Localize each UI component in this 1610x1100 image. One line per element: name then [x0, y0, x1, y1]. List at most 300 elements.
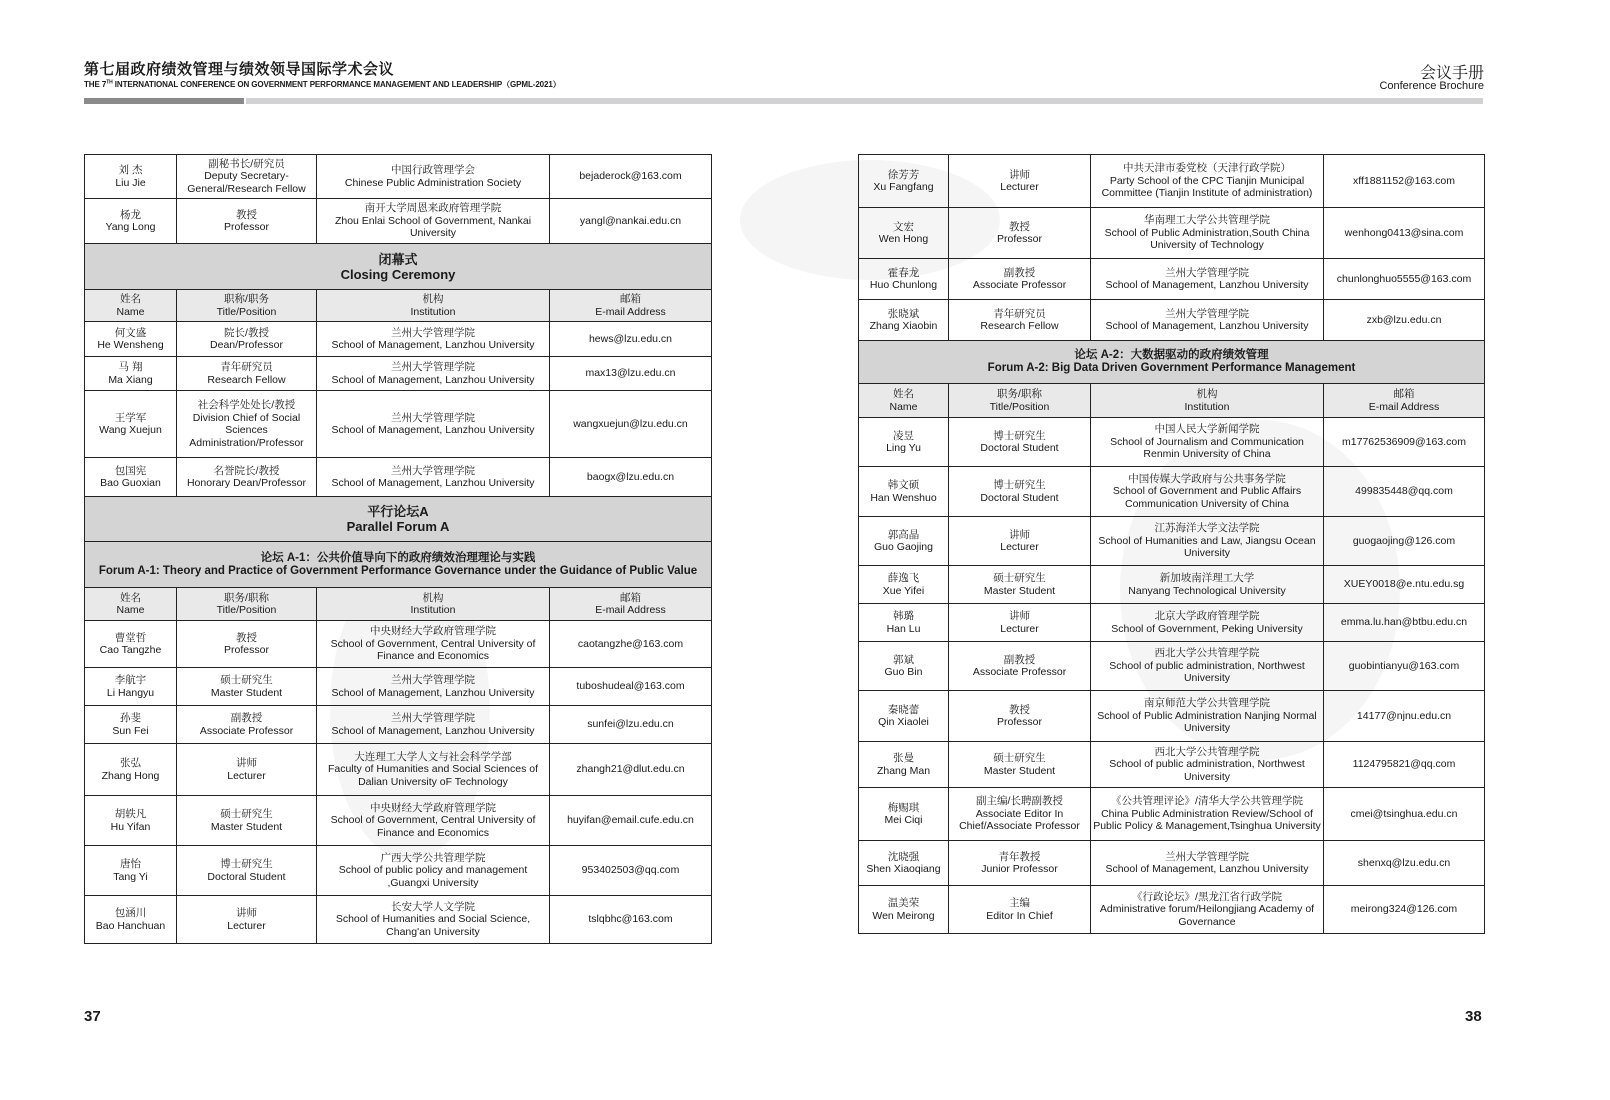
column-header-row: [85, 290, 712, 322]
title-en: Master Student: [210, 686, 283, 699]
table-row: [85, 846, 712, 896]
cell-title: [949, 788, 1091, 841]
cell-title: [949, 642, 1091, 691]
email-text: meirong324@126.com: [1350, 903, 1458, 916]
header-bar: [246, 98, 1483, 104]
title-en: Editor In Chief: [986, 909, 1053, 922]
title-cn: 社会科学处处长/教授: [197, 399, 296, 411]
cell-title: [949, 691, 1091, 742]
name-cn: 杨龙: [120, 208, 141, 221]
cell-name: [85, 668, 177, 706]
cell-inst: [1091, 566, 1324, 604]
email-text: 1124795821@qq.com: [1352, 758, 1456, 771]
cell-title: [177, 896, 317, 944]
email-cn: 邮箱: [620, 293, 641, 305]
participants-table-right: [858, 154, 1485, 934]
email-cn: 邮箱: [1393, 388, 1415, 400]
cell-inst: [317, 796, 550, 846]
title-cn: 青年教授: [998, 850, 1041, 863]
column-header-email: [550, 588, 712, 621]
title-cn: 硕士研究生: [993, 752, 1046, 764]
cell-name: [859, 642, 949, 691]
cell-inst: [1091, 742, 1324, 788]
name-en: Zhang Man: [876, 764, 931, 777]
inst-cn: 兰州大学管理学院: [391, 411, 475, 424]
inst-en: Institution: [1184, 400, 1230, 413]
inst-en: School of Government and Public Affairs Communication University of China: [1112, 485, 1302, 510]
cell-name: [85, 846, 177, 896]
inst-en: Institution: [410, 604, 456, 616]
name-cn: 姓名: [893, 388, 914, 400]
title-cn: 硕士研究生: [220, 808, 273, 820]
inst-cn: 兰州大学管理学院: [1165, 266, 1249, 279]
title-cn: 博士研究生: [220, 858, 273, 870]
participants-table-left: [84, 154, 712, 944]
inst-en: School of Journalism and Communication Renmin University of China: [1110, 435, 1304, 461]
title-cn: 主编: [1009, 897, 1030, 909]
cell-email: [550, 744, 712, 796]
email-text: tslqbhc@163.com: [588, 913, 673, 926]
title-cn: 教授: [1009, 220, 1030, 233]
cell-email: [550, 155, 712, 199]
inst-en: School of Humanities and Law, Jiangsu Ocean University: [1098, 534, 1316, 560]
cell-inst: [317, 199, 550, 244]
name-en: Guo Bin: [884, 666, 923, 678]
table-row: [85, 621, 712, 668]
cell-email: [1324, 517, 1485, 566]
cell-inst: [1091, 604, 1324, 642]
inst-en: Institution: [410, 305, 456, 318]
cell-email: [550, 199, 712, 244]
column-header-row: [85, 588, 712, 621]
cell-name: [859, 467, 949, 517]
inst-cn: 兰州大学管理学院: [1165, 850, 1249, 863]
title-cn: 青年研究员: [993, 307, 1046, 320]
cell-inst: [317, 458, 550, 497]
cell-email: [1324, 742, 1485, 788]
inst-en: School of Management, Lanzhou University: [331, 339, 535, 351]
cell-email: [550, 846, 712, 896]
cell-inst: [317, 357, 550, 391]
inst-en: School of public administration, Northwest University: [1109, 659, 1305, 685]
name-en: Xue Yifei: [882, 584, 925, 597]
inst-en: School of Management, Lanzhou University: [331, 424, 535, 436]
name-cn: 姓名: [120, 293, 141, 305]
name-en: Mei Ciqi: [884, 814, 923, 826]
name-cn: 凌昱: [893, 429, 914, 442]
cell-email: [1324, 642, 1485, 691]
cell-inst: [317, 744, 550, 796]
subtitle-sup: TH: [106, 79, 113, 86]
cell-title: [949, 155, 1091, 208]
table-row: [859, 691, 1485, 742]
email-text: wangxuejun@lzu.edu.cn: [573, 417, 688, 430]
name-en: Wen Meirong: [872, 909, 935, 922]
section-title-en: Closing Ceremony: [340, 266, 456, 282]
table-row: [859, 642, 1485, 691]
inst-cn: 中央财经大学政府管理学院: [370, 801, 496, 814]
inst-cn: 南京师范大学公共管理学院: [1144, 697, 1270, 710]
inst-en: Administrative forum/Heilongjiang Academy of Governance: [1099, 903, 1315, 928]
cell-email: [1324, 886, 1485, 934]
name-en: Name: [116, 604, 145, 616]
cell-title: [177, 322, 317, 357]
cell-name: [85, 322, 177, 357]
inst-cn: 西北大学公共管理学院: [1154, 745, 1260, 758]
name-cn: 薛逸飞: [887, 572, 920, 584]
inst-en: School of public policy and management ,Guangxi University: [338, 864, 528, 889]
cell-title: [177, 155, 317, 199]
cell-email: [550, 706, 712, 744]
section-header-row: [85, 497, 712, 542]
email-text: hews@lzu.edu.cn: [588, 332, 673, 345]
email-text: bejaderock@163.com: [579, 170, 682, 183]
column-header-name: [85, 290, 177, 322]
brochure-title-cn: 会议手册: [1419, 65, 1484, 82]
cell-inst: [1091, 155, 1324, 208]
cell-name: [859, 841, 949, 886]
cell-name: [859, 604, 949, 642]
title-cn: 博士研究生: [993, 479, 1046, 491]
inst-cn: 机构: [1196, 388, 1218, 400]
title-en: Title/Position: [216, 604, 277, 616]
cell-email: [1324, 155, 1485, 208]
title-en: Professor: [997, 233, 1042, 245]
cell-title: [177, 199, 317, 244]
title-en: Lecturer: [1000, 622, 1039, 635]
email-text: sunfei@lzu.edu.cn: [587, 718, 674, 731]
inst-cn: 兰州大学管理学院: [391, 712, 475, 724]
cell-email: [1324, 418, 1485, 467]
name-cn: 王学军: [114, 411, 147, 424]
cell-inst: [1091, 259, 1324, 300]
title-en: Dean/Professor: [210, 339, 283, 351]
title-en: Title/Position: [989, 400, 1050, 413]
title-en: Division Chief of Social Sciences Administration/Professor: [189, 411, 304, 449]
email-text: chunlonghuo5555@163.com: [1336, 272, 1472, 285]
email-text: XUEY0018@e.ntu.edu.sg: [1343, 578, 1465, 591]
forum-title-cn: 论坛 A-2：大数据驱动的政府绩效管理: [1074, 349, 1269, 361]
section-title: [85, 497, 712, 542]
title-cn: 讲师: [236, 757, 257, 769]
forum-title-en: Forum A-1: Theory and Practice of Government Performance Governance under the Guidance of Public Value: [98, 564, 698, 577]
cell-inst: [317, 322, 550, 357]
name-en: Wen Hong: [878, 233, 929, 245]
title-cn: 硕士研究生: [993, 572, 1046, 584]
cell-email: [1324, 208, 1485, 259]
email-cn: 邮箱: [620, 591, 641, 604]
name-cn: 曹堂哲: [114, 631, 147, 644]
cell-inst: [317, 391, 550, 458]
inst-cn: 中国人民大学新闻学院: [1154, 423, 1260, 436]
cell-name: [859, 155, 949, 208]
cell-name: [85, 391, 177, 458]
title-cn: 博士研究生: [993, 429, 1046, 442]
inst-cn: 兰州大学管理学院: [391, 464, 475, 477]
cell-inst: [317, 621, 550, 668]
title-en: Research Fellow: [980, 320, 1059, 332]
email-en: E-mail Address: [595, 305, 666, 318]
name-cn: 文宏: [893, 220, 914, 233]
name-en: Zhang Xiaobin: [869, 320, 938, 332]
title-en: Associate Professor: [199, 724, 294, 737]
table-row: [859, 604, 1485, 642]
name-cn: 李航宇: [114, 674, 147, 686]
name-en: Ma Xiang: [108, 373, 153, 386]
section-title: [85, 244, 712, 290]
inst-en: School of Government, Central University of Finance and Economics: [330, 814, 536, 839]
cell-email: [1324, 841, 1485, 886]
cell-inst: [1091, 517, 1324, 566]
name-en: Sun Fei: [112, 724, 149, 737]
table-row: [859, 841, 1485, 886]
email-text: shenxq@lzu.edu.cn: [1357, 856, 1451, 869]
inst-en: Nanyang Technological University: [1128, 584, 1286, 597]
cell-inst: [317, 706, 550, 744]
cell-email: [1324, 467, 1485, 517]
name-en: Cao Tangzhe: [99, 644, 162, 656]
name-en: Name: [889, 400, 918, 413]
cell-name: [85, 458, 177, 497]
inst-en: Faculty of Humanities and Social Sciences of Dalian University oF Technology: [327, 763, 539, 788]
name-cn: 刘 杰: [118, 164, 143, 176]
name-cn: 唐怡: [120, 858, 141, 870]
inst-en: China Public Administration Review/School of Public Policy & Management,Tsinghua University: [1093, 807, 1321, 833]
cell-inst: [1091, 467, 1324, 517]
cell-email: [1324, 788, 1485, 841]
email-text: guogaojing@126.com: [1352, 534, 1456, 547]
title-cn: 副教授: [1003, 653, 1036, 666]
name-en: Liu Jie: [115, 176, 146, 189]
title-en: Lecturer: [1000, 541, 1039, 553]
cell-title: [177, 668, 317, 706]
title-cn: 教授: [236, 631, 257, 644]
cell-name: [859, 886, 949, 934]
cell-email: [550, 322, 712, 357]
cell-name: [859, 259, 949, 300]
cell-inst: [1091, 886, 1324, 934]
name-cn: 郭高晶: [887, 528, 920, 541]
cell-name: [85, 357, 177, 391]
email-text: xff1881152@163.com: [1353, 174, 1455, 187]
inst-cn: 中央财经大学政府管理学院: [370, 625, 496, 638]
name-cn: 胡轶凡: [114, 808, 147, 820]
cell-inst: [1091, 300, 1324, 341]
column-header-inst: [317, 588, 550, 621]
email-text: zhangh21@dlut.edu.cn: [576, 763, 685, 776]
cell-inst: [1091, 788, 1324, 841]
name-cn: 韩璐: [893, 610, 914, 622]
table-row: [859, 467, 1485, 517]
title-en: Doctoral Student: [207, 870, 286, 883]
email-text: cmei@tsinghua.edu.cn: [1350, 807, 1458, 820]
title-cn: 职务/职称: [997, 388, 1042, 400]
inst-cn: 兰州大学管理学院: [391, 361, 475, 373]
cell-title: [177, 846, 317, 896]
title-en: Doctoral Student: [980, 442, 1059, 454]
section-title-en: Parallel Forum A: [346, 519, 450, 534]
name-cn: 温美荣: [887, 897, 920, 909]
title-cn: 硕士研究生: [220, 674, 273, 686]
title-en: Lecturer: [227, 769, 266, 782]
cell-title: [949, 742, 1091, 788]
header-bar-accent: [84, 98, 244, 104]
inst-en: School of public administration, Northwest University: [1109, 758, 1305, 783]
column-header-inst: [317, 290, 550, 322]
inst-en: Party School of the CPC Tianjin Municipal Committee (Tianjin Institute of administration): [1101, 174, 1313, 200]
name-en: Qin Xiaolei: [878, 716, 929, 728]
cell-title: [949, 604, 1091, 642]
table-row: [85, 896, 712, 944]
email-text: huyifan@email.cufe.edu.cn: [567, 814, 694, 827]
table-row: [85, 357, 712, 391]
name-cn: 孙斐: [120, 712, 141, 724]
name-en: Guo Gaojing: [874, 541, 933, 553]
cell-name: [859, 517, 949, 566]
name-cn: 张晓斌: [887, 307, 920, 320]
table-row: [859, 155, 1485, 208]
title-en: Honorary Dean/Professor: [186, 477, 307, 489]
inst-cn: 兰州大学管理学院: [1165, 307, 1249, 320]
cell-email: [550, 458, 712, 497]
table-row: [85, 322, 712, 357]
column-header-row: [859, 384, 1485, 418]
brochure-title-en: Conference Brochure: [1379, 80, 1484, 92]
table-row: [859, 300, 1485, 341]
table-row: [85, 458, 712, 497]
forum-header-row: [859, 341, 1485, 384]
table-row: [85, 155, 712, 199]
name-cn: 梅赐琪: [887, 801, 920, 814]
title-cn: 讲师: [1009, 168, 1030, 181]
title-cn: 院长/教授: [224, 326, 269, 339]
name-en: Shen Xiaoqiang: [866, 863, 941, 875]
cell-name: [85, 706, 177, 744]
cell-name: [859, 418, 949, 467]
inst-cn: 北京大学政府管理学院: [1154, 610, 1260, 622]
table-row: [85, 668, 712, 706]
email-text: guobintianyu@163.com: [1348, 659, 1460, 672]
title-cn: 副教授: [1003, 266, 1036, 279]
cell-email: [1324, 566, 1485, 604]
email-text: 14177@njnu.edu.cn: [1356, 709, 1452, 722]
column-header-title: [177, 290, 317, 322]
title-cn: 讲师: [1009, 528, 1030, 541]
name-en: Han Lu: [886, 622, 921, 635]
title-cn: 教授: [236, 208, 257, 221]
email-text: baogx@lzu.edu.cn: [586, 470, 675, 483]
column-header-inst: [1091, 384, 1324, 418]
inst-cn: 大连理工大学人文与社会科学学部: [354, 750, 512, 763]
inst-cn: 中国传媒大学政府与公共事务学院: [1128, 472, 1286, 485]
table-row: [859, 742, 1485, 788]
title-cn: 职务/职称: [224, 591, 269, 604]
title-cn: 讲师: [1009, 610, 1030, 622]
cell-title: [949, 886, 1091, 934]
title-en: Associate Editor In Chief/Associate Professor: [959, 807, 1080, 833]
inst-cn: 中国行政管理学会: [391, 164, 475, 176]
table-row: [859, 418, 1485, 467]
title-en: Deputy Secretary-General/Research Fellow: [187, 170, 306, 195]
title-cn: 副教授: [230, 712, 263, 724]
inst-en: School of Management, Lanzhou University: [331, 724, 535, 737]
email-text: max13@lzu.edu.cn: [585, 367, 676, 380]
cell-email: [1324, 300, 1485, 341]
title-en: Professor: [224, 221, 269, 233]
name-cn: 韩文硕: [887, 479, 920, 491]
page-number-right: 38: [1465, 1008, 1482, 1025]
inst-cn: 长安大学人文学院: [391, 900, 475, 913]
title-cn: 副秘书长/研究员: [208, 157, 285, 170]
name-en: Han Wenshuo: [870, 491, 937, 504]
cell-name: [85, 155, 177, 199]
cell-inst: [1091, 691, 1324, 742]
cell-title: [949, 418, 1091, 467]
cell-inst: [317, 896, 550, 944]
forum-title: [85, 542, 712, 588]
cell-name: [85, 199, 177, 244]
title-cn: 青年研究员: [220, 361, 273, 373]
cell-email: [1324, 691, 1485, 742]
title-cn: 名誉院长/教授: [213, 464, 280, 477]
name-cn: 何文盛: [114, 326, 147, 339]
cell-title: [949, 841, 1091, 886]
title-en: Lecturer: [227, 919, 266, 932]
table-row: [859, 208, 1485, 259]
inst-en: School of Management, Lanzhou University: [331, 686, 535, 699]
name-en: Bao Hanchuan: [95, 919, 166, 932]
cell-title: [177, 796, 317, 846]
column-header-title: [949, 384, 1091, 418]
email-text: tuboshudeal@163.com: [576, 680, 685, 693]
inst-en: School of Public Administration,South China University of Technology: [1104, 226, 1310, 252]
name-cn: 郭斌: [893, 653, 914, 666]
forum-header-row: [85, 542, 712, 588]
email-text: zxb@lzu.edu.cn: [1366, 313, 1442, 326]
email-en: E-mail Address: [1368, 400, 1440, 413]
name-en: Li Hangyu: [106, 686, 155, 699]
subtitle-part: THE 7: [84, 80, 107, 89]
email-text: emma.lu.han@btbu.edu.cn: [1340, 616, 1468, 629]
name-cn: 包国宪: [114, 464, 147, 477]
email-en: E-mail Address: [595, 604, 666, 616]
name-en: Hu Yifan: [110, 820, 151, 833]
cell-email: [550, 391, 712, 458]
table-row: [859, 517, 1485, 566]
name-en: Yang Long: [105, 221, 156, 233]
column-header-title: [177, 588, 317, 621]
inst-en: School of Management, Lanzhou University: [1105, 320, 1309, 332]
cell-inst: [1091, 841, 1324, 886]
inst-cn: 西北大学公共管理学院: [1154, 647, 1260, 660]
inst-cn: 南开大学周恩来政府管理学院: [364, 202, 502, 215]
cell-title: [177, 458, 317, 497]
column-header-name: [85, 588, 177, 621]
inst-cn: 中共天津市委党校（天津行政学院）: [1123, 162, 1291, 175]
email-text: yangl@nankai.edu.cn: [579, 214, 682, 227]
title-en: Associate Professor: [972, 279, 1067, 291]
name-en: Xu Fangfang: [873, 181, 934, 193]
inst-en: School of Management, Lanzhou University: [331, 477, 535, 489]
section-header-row: [85, 244, 712, 290]
column-header-name: [859, 384, 949, 418]
inst-cn: 机构: [422, 293, 444, 305]
cell-title: [177, 391, 317, 458]
name-cn: 张弘: [120, 757, 141, 769]
table-row: [859, 566, 1485, 604]
title-en: Lecturer: [1000, 181, 1039, 193]
cell-name: [859, 788, 949, 841]
